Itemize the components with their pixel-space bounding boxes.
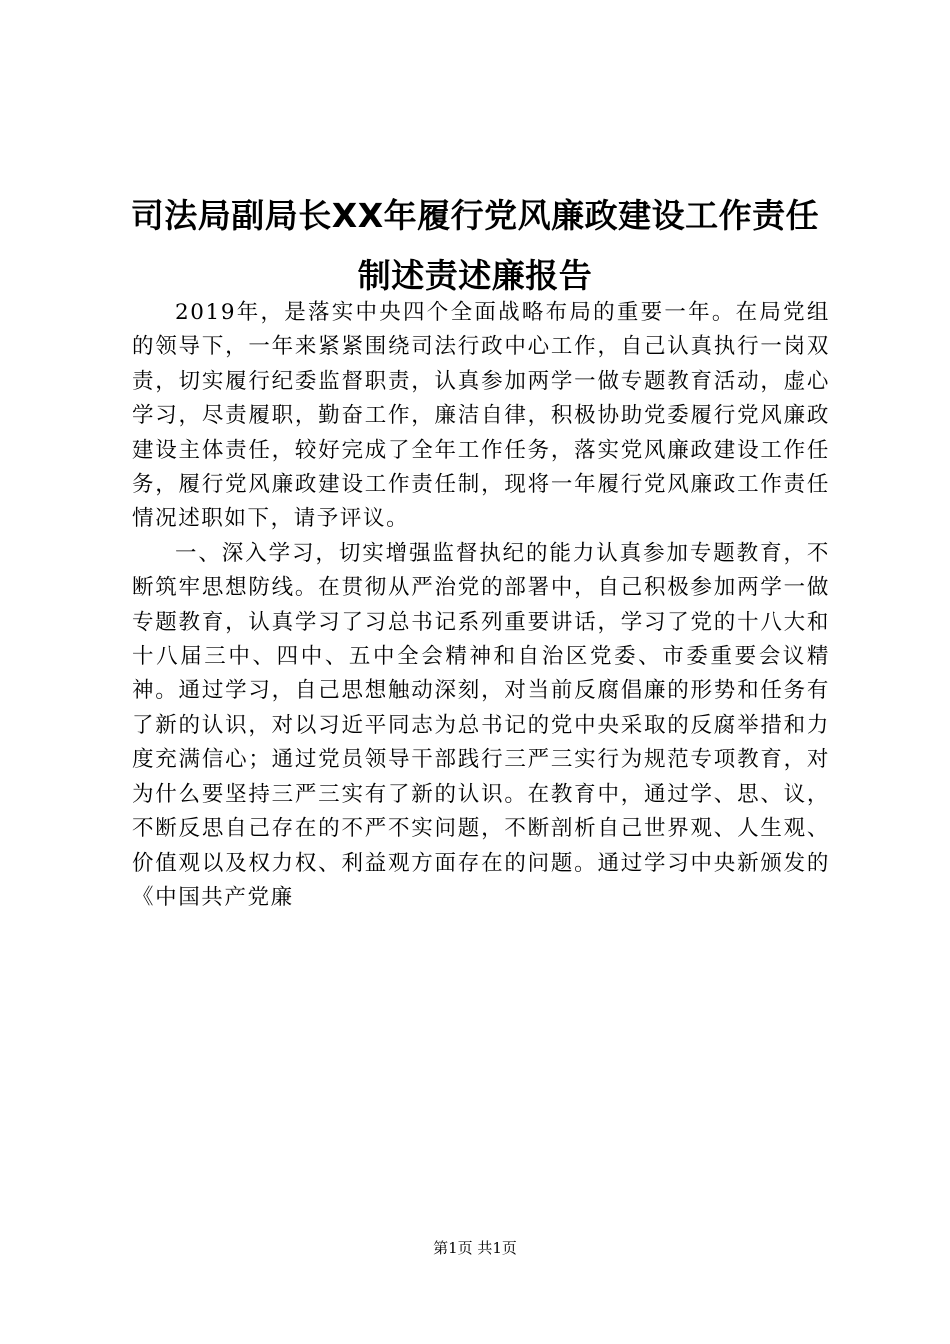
paragraph-section-one: 一、深入学习，切实增强监督执纪的能力认真参加专题教育，不断筑牢思想防线。在贯彻从严治党的部署中，自己积极参加两学一做专题教育，认真学习了习总书记系列重要讲话，学习了党的十八大和十八届三中、四中、五中全会精神和自治区党委、市委重要会议精神。通过学习，自己思想触动深刻，对当前反腐倡廉的形势和任务有了新的认识，对以习近平同志为总书记的党中央采取的反腐举措和力度充满信心；通过党员领导干部践行三严三实行为规范专项教育，对为什么要坚持三严三实有了新的认识。在教育中，通过学、思、议，不断反思自己存在的不严不实问题，不断剖析自己世界观、人生观、价值观以及权力权、利益观方面存在的问题。通过学习中央新颁发的《中国共产党廉	[132, 540, 830, 910]
paragraph-intro: 2019年，是落实中央四个全面战略布局的重要一年。在局党组的领导下，一年来紧紧围绕司法行政中心工作，自己认真执行一岗双责，切实履行纪委监督职责，认真参加两学一做专题教育活动，虚心学习，尽责履职，勤奋工作，廉洁自律，积极协助党委履行党风廉政建设主体责任，较好完成了全年工作任务，落实党风廉政建设工作任务，履行党风廉政建设工作责任制，现将一年履行党风廉政工作责任情况述职如下，请予评议。	[132, 300, 830, 532]
document-body	[132, 296, 830, 915]
document-title: 司法局副局长XX年履行党风廉政建设工作责任制述责述廉报告	[130, 196, 820, 295]
page-footer: 第1页 共1页	[433, 1239, 517, 1257]
